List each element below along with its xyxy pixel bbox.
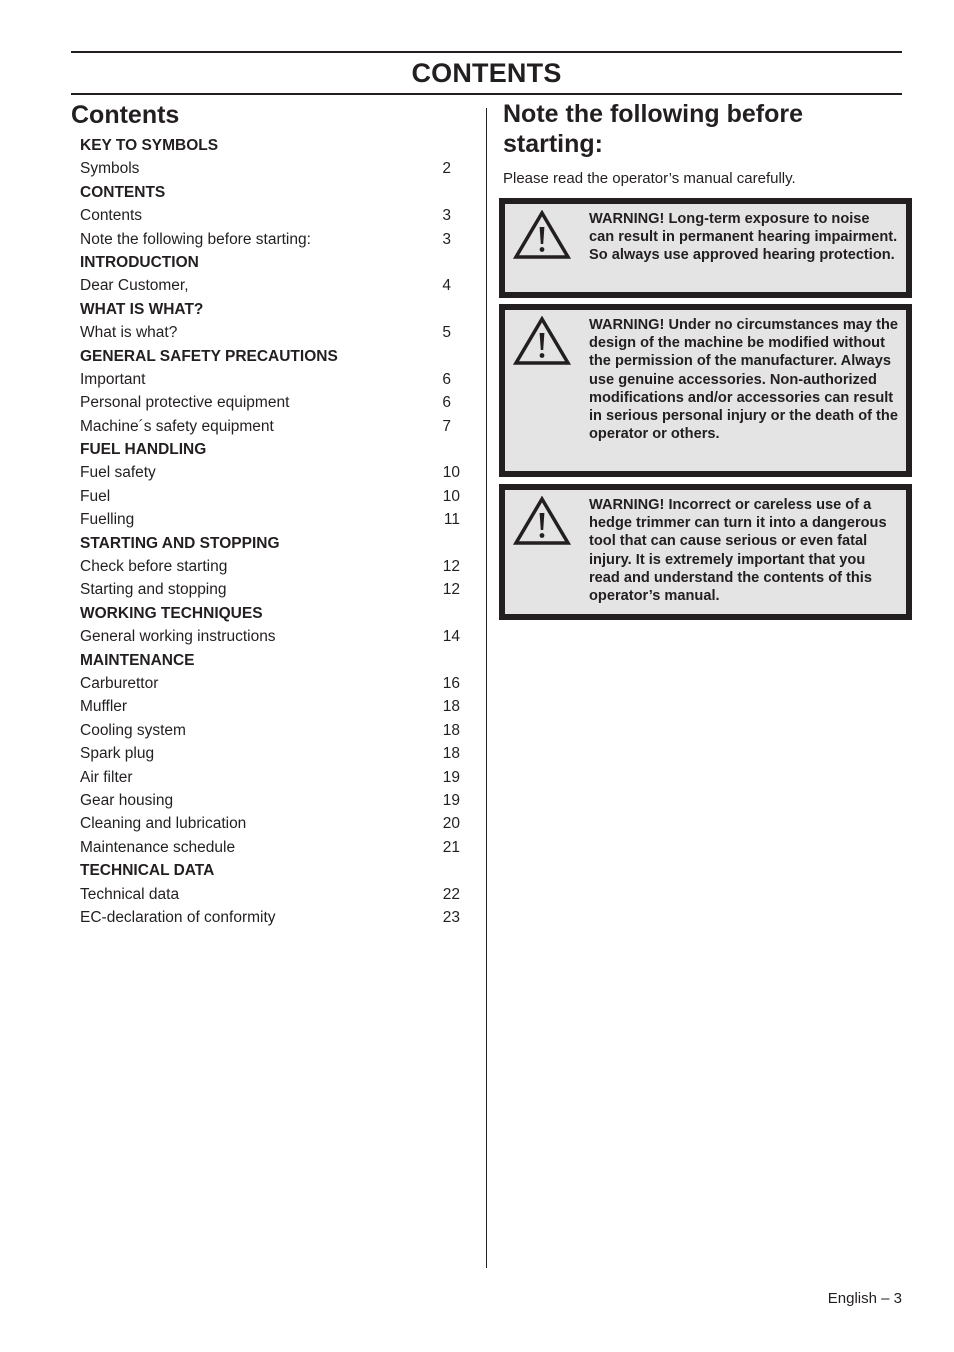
toc-entry-label: Important bbox=[80, 370, 146, 388]
toc-entry-label: Note the following before starting: bbox=[80, 230, 311, 248]
toc-entry-label: Maintenance schedule bbox=[80, 838, 236, 856]
toc-entry-page: 10 bbox=[442, 487, 460, 505]
toc-entry-page: 3 bbox=[442, 207, 451, 225]
toc-entry-label: Starting and stopping bbox=[80, 581, 227, 599]
toc-entry bbox=[80, 391, 460, 414]
toc-entry-label: Muffler bbox=[80, 698, 128, 716]
toc-entry-page: 18 bbox=[442, 745, 460, 763]
toc-entry bbox=[80, 625, 460, 648]
toc-entry bbox=[80, 766, 460, 789]
page-header: CONTENTS bbox=[411, 58, 562, 88]
toc-entry-page: 23 bbox=[442, 908, 460, 926]
toc-section-heading bbox=[80, 345, 460, 368]
toc-entry-page: 10 bbox=[442, 464, 460, 482]
toc-entry bbox=[80, 368, 460, 391]
toc-entry-page: 14 bbox=[442, 628, 460, 646]
toc-entry-label: EC-declaration of conformity bbox=[80, 908, 276, 926]
toc-entry bbox=[80, 321, 460, 344]
warning-triangle-icon bbox=[513, 496, 571, 546]
toc-entry-label: Cleaning and lubrication bbox=[80, 815, 247, 833]
toc-entry-page: 6 bbox=[442, 394, 451, 412]
toc-entry bbox=[80, 719, 460, 742]
toc-entry-label: WORKING TECHNIQUES bbox=[80, 604, 263, 622]
toc-entry bbox=[80, 789, 460, 812]
toc-entry bbox=[80, 228, 460, 251]
toc-section-heading bbox=[80, 134, 460, 157]
toc-section-heading bbox=[80, 298, 460, 321]
toc-entry bbox=[80, 695, 460, 718]
toc-entry-label: General working instructions bbox=[80, 628, 276, 646]
warning-triangle-icon bbox=[513, 210, 571, 260]
toc-entry-page: 19 bbox=[442, 791, 460, 809]
toc-entry bbox=[80, 812, 460, 835]
toc-entry-page: 11 bbox=[443, 511, 460, 529]
page-footer: English – 3 bbox=[827, 1290, 902, 1307]
toc-entry-label: Check before starting bbox=[80, 558, 228, 576]
warning-box-modification bbox=[499, 304, 912, 477]
toc-entry-label: INTRODUCTION bbox=[80, 253, 199, 271]
toc-entry-label: Gear housing bbox=[80, 791, 174, 809]
toc-entry-label: STARTING AND STOPPING bbox=[80, 534, 280, 552]
toc-entry-page: 12 bbox=[442, 581, 460, 599]
toc-entry bbox=[80, 906, 460, 929]
warning-box-noise bbox=[499, 198, 912, 298]
toc-entry-page: 7 bbox=[442, 417, 451, 435]
toc-title: Contents bbox=[71, 101, 180, 129]
toc-entry-label: Air filter bbox=[80, 768, 133, 786]
toc-entry-label: TECHNICAL DATA bbox=[80, 862, 215, 880]
toc-entry-label: MAINTENANCE bbox=[80, 651, 195, 669]
warning-text: WARNING! Long-term exposure to noise can result in permanent hearing impairment. So always use approved hearing protection. bbox=[589, 211, 898, 264]
header-bottom-rule bbox=[71, 93, 902, 95]
toc-entry-label: FUEL HANDLING bbox=[80, 441, 207, 459]
toc-entry-label: Fuel bbox=[80, 487, 111, 505]
warning-box-careless-use bbox=[499, 484, 912, 620]
toc-entry-page: 22 bbox=[442, 885, 460, 903]
table-of-contents bbox=[80, 134, 460, 929]
toc-entry-label: KEY TO SYMBOLS bbox=[80, 137, 219, 154]
toc-entry bbox=[80, 485, 460, 508]
toc-entry-page: 5 bbox=[442, 324, 451, 342]
toc-section-heading bbox=[80, 438, 460, 461]
toc-entry bbox=[80, 883, 460, 906]
toc-entry-page: 18 bbox=[442, 721, 460, 739]
toc-entry bbox=[80, 274, 460, 297]
toc-entry bbox=[80, 555, 460, 578]
toc-entry bbox=[80, 672, 460, 695]
warning-text: WARNING! Incorrect or careless use of a hedge trimmer can turn it into a dangerous tool that can cause serious or even fatal injury. It is extremely important that you read and understand the contents of this operator’s manual. bbox=[589, 497, 887, 605]
warning-text: WARNING! Under no circumstances may the design of the machine be modified without the permission of the manufacturer. Always use genuine accessories. Non-authorized modifications and/or accessories can result in serious personal injury or the death of the operator or others. bbox=[589, 317, 898, 443]
toc-entry bbox=[80, 578, 460, 601]
toc-entry-page: 12 bbox=[442, 558, 460, 576]
toc-entry-label: CONTENTS bbox=[80, 183, 166, 201]
toc-entry bbox=[80, 204, 460, 227]
toc-section-heading bbox=[80, 859, 460, 882]
notes-intro: Please read the operator’s manual carefully. bbox=[503, 170, 796, 187]
toc-entry-page: 18 bbox=[442, 698, 460, 716]
toc-entry bbox=[80, 157, 460, 180]
toc-entry-label: WHAT IS WHAT? bbox=[80, 300, 204, 318]
toc-section-heading bbox=[80, 181, 460, 204]
toc-section-heading bbox=[80, 532, 460, 555]
toc-entry bbox=[80, 742, 460, 765]
toc-entry bbox=[80, 415, 460, 438]
toc-entry-label: Fuel safety bbox=[80, 464, 156, 482]
column-divider bbox=[486, 108, 487, 1268]
toc-entry-page: 4 bbox=[442, 277, 451, 295]
warning-triangle-icon bbox=[513, 316, 571, 366]
toc-entry-label: GENERAL SAFETY PRECAUTIONS bbox=[80, 347, 338, 365]
toc-section-heading bbox=[80, 251, 460, 274]
toc-entry-page: 21 bbox=[442, 838, 460, 856]
toc-entry-label: Machine´s safety equipment bbox=[80, 417, 274, 435]
toc-entry bbox=[80, 836, 460, 859]
toc-entry-page: 2 bbox=[442, 160, 451, 178]
toc-entry-label: Fuelling bbox=[80, 511, 135, 529]
toc-entry-label: What is what? bbox=[80, 324, 178, 342]
toc-section-heading bbox=[80, 649, 460, 672]
toc-entry-page: 16 bbox=[442, 674, 460, 692]
toc-entry-label: Symbols bbox=[80, 160, 140, 178]
toc-entry-label: Cooling system bbox=[80, 721, 186, 739]
toc-entry-page: 19 bbox=[442, 768, 460, 786]
toc-entry-label: Personal protective equipment bbox=[80, 394, 290, 412]
toc-entry bbox=[80, 461, 460, 484]
toc-entry-label: Dear Customer, bbox=[80, 277, 189, 295]
header-top-rule bbox=[71, 51, 902, 53]
toc-entry bbox=[80, 508, 460, 531]
toc-entry-label: Contents bbox=[80, 207, 143, 225]
toc-entry-label: Carburettor bbox=[80, 674, 159, 692]
toc-entry-label: Technical data bbox=[80, 885, 180, 903]
toc-section-heading bbox=[80, 602, 460, 625]
toc-entry-page: 3 bbox=[442, 230, 451, 248]
notes-title: Note the following before starting: bbox=[503, 100, 803, 158]
toc-entry-page: 6 bbox=[442, 370, 451, 388]
toc-entry-label: Spark plug bbox=[80, 745, 155, 763]
toc-entry-page: 20 bbox=[442, 815, 460, 833]
